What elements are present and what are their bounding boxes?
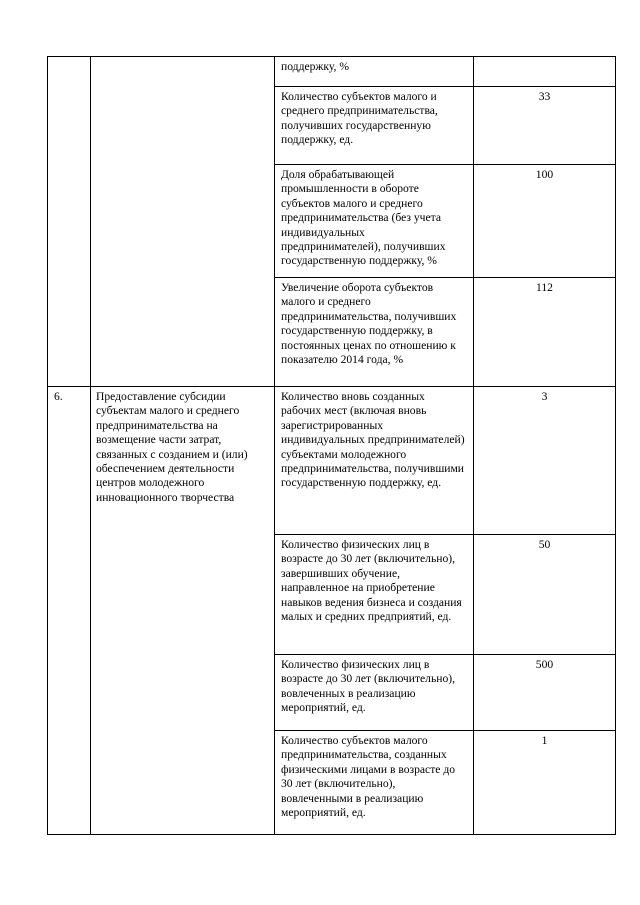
indicator-cell [275,535,474,655]
indicator-cell [275,165,474,278]
value-cell [474,731,616,835]
indicator-cell [275,278,474,387]
value-cell [474,535,616,655]
indicator-text: поддержку, % [281,60,349,73]
indicator-text: Увеличение оборота субъектов малого и среднего предпринимательства, получивших государственную поддержку, в постоянных ценах по отношению к показателю 2014 года, % [281,281,457,367]
indicator-value: 1 [541,734,548,747]
event-text: Предоставление субсидии субъектам малого и среднего предпринимательства на возмещение части затрат, связанных с созданием и (или) обеспечением деятельности центров молодежного инновационного творчества [96,390,248,504]
value-cell [474,165,616,278]
item-number: 6. [54,390,63,403]
indicator-text: Количество субъектов малого предпринимательства, созданных физическими лицами в возрасте до 30 лет (включительно), вовлеченными в реализацию мероприятий, ед. [281,734,456,820]
indicator-value: 33 [538,90,551,103]
item-number-cell [48,387,91,835]
indicators-table [47,56,616,835]
indicator-text: Количество физических лиц в возрасте до 30 лет (включительно), завершивших обучение, направленное на приобретение навыков ведения бизнеса и создания малых и средних предприятий, ед. [281,538,462,624]
indicator-cell [275,87,474,165]
value-cell [474,387,616,535]
indicator-cell [275,655,474,731]
indicator-text: Количество вновь созданных рабочих мест (включая вновь зарегистрированных индивидуальных предпринимателей) субъектами молодежного предпринимательства, получившими государственную поддержку, ед. [281,390,465,490]
indicator-value: 112 [536,281,553,294]
indicator-cell [275,387,474,535]
indicator-cell [275,731,474,835]
indicator-text: Количество физических лиц в возрасте до 30 лет (включительно), вовлеченных в реализацию мероприятий, ед. [281,658,456,715]
indicator-value: 3 [541,390,548,403]
table-row [48,57,616,87]
event-cell [91,387,275,835]
indicator-value: 500 [535,658,554,671]
value-cell [474,278,616,387]
value-cell [474,655,616,731]
indicator-value: 100 [535,168,554,181]
indicator-text: Доля обрабатывающей промышленности в обороте субъектов малого и среднего предпринимательства (без учета индивидуальных предпринимателей), получивших государственную поддержку, % [281,168,446,268]
event-cell [91,57,275,387]
value-cell [474,87,616,165]
value-cell [474,57,616,87]
indicator-text: Количество субъектов малого и среднего предпринимательства, получивших государственную поддержку, ед. [281,90,438,147]
table-row [48,387,616,535]
indicator-cell [275,57,474,87]
indicator-value: 50 [538,538,551,551]
item-number-cell [48,57,91,387]
